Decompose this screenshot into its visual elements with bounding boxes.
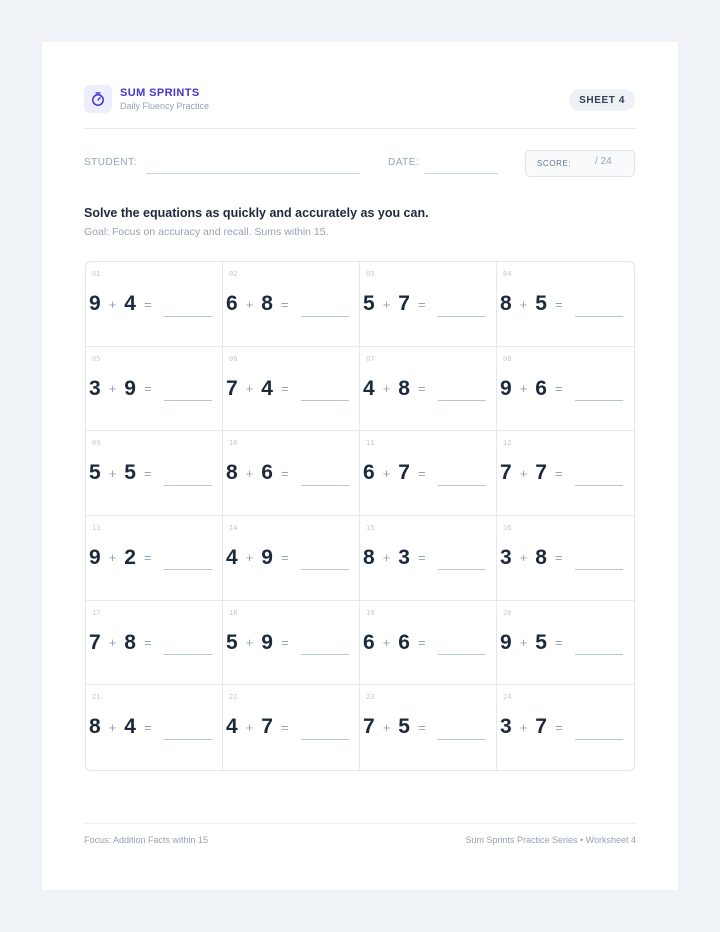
addend-b: 9	[261, 630, 273, 654]
addend-a: 9	[500, 376, 512, 400]
problem-cell	[360, 516, 497, 601]
problem-number: 09	[92, 439, 101, 448]
problem-cell	[223, 347, 360, 432]
addend-b: 7	[535, 461, 547, 485]
equals-sign: =	[280, 296, 289, 312]
equation	[500, 374, 623, 404]
addend-b: 5	[398, 715, 410, 739]
equation	[89, 458, 212, 488]
answer-blank[interactable]	[164, 485, 212, 486]
addend-b: 4	[124, 715, 136, 739]
footer-divider	[84, 823, 636, 824]
problem-cell	[86, 431, 223, 516]
date-label: DATE:	[388, 157, 420, 168]
plus-sign: +	[519, 635, 528, 651]
problem-cell	[223, 431, 360, 516]
addend-b: 9	[124, 376, 136, 400]
problem-cell	[86, 516, 223, 601]
equals-sign: =	[417, 296, 426, 312]
answer-blank[interactable]	[164, 739, 212, 740]
equation	[500, 712, 623, 742]
plus-sign: +	[108, 550, 117, 566]
equals-sign: =	[143, 550, 152, 566]
problem-number: 17	[92, 608, 101, 617]
answer-blank[interactable]	[575, 485, 623, 486]
addend-a: 9	[89, 545, 101, 569]
plus-sign: +	[108, 719, 117, 735]
equation	[226, 543, 349, 573]
plus-sign: +	[382, 296, 391, 312]
equation	[363, 628, 486, 658]
addend-b: 4	[124, 292, 136, 315]
problem-cell	[497, 431, 634, 516]
footer-focus: Focus: Addition Facts within 15	[84, 835, 209, 845]
addend-a: 7	[226, 376, 238, 400]
addend-a: 4	[226, 545, 238, 569]
equals-sign: =	[417, 635, 426, 651]
plus-sign: +	[108, 635, 117, 651]
problem-cell	[86, 262, 223, 347]
addend-a: 8	[226, 461, 238, 485]
equals-sign: =	[280, 550, 289, 566]
addend-b: 6	[261, 461, 273, 485]
addend-a: 5	[363, 292, 375, 315]
addend-a: 8	[89, 715, 101, 739]
problem-grid	[85, 261, 635, 771]
answer-blank[interactable]	[438, 569, 486, 570]
addend-a: 7	[500, 461, 512, 485]
equation	[363, 374, 486, 404]
plus-sign: +	[245, 465, 254, 481]
score-label: SCORE:	[537, 159, 572, 168]
plus-sign: +	[245, 635, 254, 651]
plus-sign: +	[245, 719, 254, 735]
goal-text: Goal: Focus on accuracy and recall. Sums within 15.	[84, 226, 329, 238]
addend-b: 7	[535, 715, 547, 739]
problem-number: 10	[229, 439, 238, 448]
student-name-field[interactable]	[146, 173, 360, 174]
answer-blank[interactable]	[575, 400, 623, 401]
problem-number: 07	[366, 354, 375, 363]
problem-cell	[360, 347, 497, 432]
addend-a: 6	[363, 461, 375, 485]
addend-a: 3	[500, 715, 512, 739]
equation	[500, 458, 623, 488]
equals-sign: =	[143, 719, 152, 735]
equals-sign: =	[554, 719, 563, 735]
problem-number: 20	[503, 608, 512, 617]
equals-sign: =	[417, 465, 426, 481]
plus-sign: +	[108, 296, 117, 312]
problem-number: 15	[366, 523, 375, 532]
addend-b: 8	[398, 376, 410, 400]
equals-sign: =	[143, 635, 152, 651]
problem-cell	[86, 347, 223, 432]
answer-blank[interactable]	[575, 739, 623, 740]
addend-b: 6	[535, 376, 547, 400]
equals-sign: =	[417, 719, 426, 735]
equation	[89, 628, 212, 658]
problem-cell	[223, 601, 360, 686]
addend-a: 3	[89, 376, 101, 400]
problem-cell	[223, 685, 360, 770]
equation	[363, 289, 486, 319]
addend-b: 8	[124, 630, 136, 654]
addend-b: 7	[398, 461, 410, 485]
equation	[89, 289, 212, 319]
problem-cell	[360, 431, 497, 516]
addend-b: 8	[535, 545, 547, 569]
problem-number: 22	[229, 693, 238, 702]
footer-series: Sum Sprints Practice Series • Worksheet 4	[465, 835, 636, 845]
addend-b: 7	[261, 715, 273, 739]
answer-blank[interactable]	[438, 316, 486, 317]
addend-a: 3	[500, 545, 512, 569]
addend-a: 6	[226, 292, 238, 315]
equals-sign: =	[143, 381, 152, 397]
addend-b: 2	[124, 545, 136, 569]
equation	[226, 374, 349, 404]
problem-cell	[360, 262, 497, 347]
problem-number: 19	[366, 608, 375, 617]
equation	[363, 543, 486, 573]
answer-blank[interactable]	[438, 400, 486, 401]
equation	[500, 628, 623, 658]
problem-cell	[497, 601, 634, 686]
answer-blank[interactable]	[575, 654, 623, 655]
answer-blank[interactable]	[575, 316, 623, 317]
equals-sign: =	[280, 465, 289, 481]
equation	[89, 712, 212, 742]
problem-cell	[497, 516, 634, 601]
equals-sign: =	[143, 296, 152, 312]
problem-cell	[86, 601, 223, 686]
plus-sign: +	[382, 719, 391, 735]
brand	[84, 85, 209, 113]
addend-b: 8	[261, 292, 273, 315]
problem-number: 16	[503, 523, 512, 532]
addend-b: 7	[398, 292, 410, 315]
equals-sign: =	[280, 381, 289, 397]
equation	[226, 289, 349, 319]
answer-blank[interactable]	[438, 739, 486, 740]
addend-a: 7	[89, 630, 101, 654]
plus-sign: +	[519, 465, 528, 481]
equation	[363, 458, 486, 488]
problem-number: 18	[229, 608, 238, 617]
equals-sign: =	[417, 550, 426, 566]
problem-number: 06	[229, 354, 238, 363]
problem-cell	[360, 601, 497, 686]
problem-cell	[360, 685, 497, 770]
addend-b: 6	[398, 630, 410, 654]
problem-cell	[497, 685, 634, 770]
problem-cell	[497, 262, 634, 347]
plus-sign: +	[382, 635, 391, 651]
addend-b: 5	[535, 292, 547, 315]
addend-a: 6	[363, 630, 375, 654]
problem-number: 04	[503, 270, 512, 278]
answer-blank[interactable]	[301, 316, 349, 317]
addend-a: 4	[226, 715, 238, 739]
addend-b: 3	[398, 545, 410, 569]
problem-number: 02	[229, 270, 238, 278]
equation	[226, 458, 349, 488]
addend-a: 9	[89, 292, 101, 315]
addend-a: 4	[363, 376, 375, 400]
equation	[226, 712, 349, 742]
equation	[500, 289, 623, 319]
addend-b: 9	[261, 545, 273, 569]
plus-sign: +	[245, 296, 254, 312]
equation	[363, 712, 486, 742]
addend-a: 8	[363, 545, 375, 569]
answer-blank[interactable]	[438, 485, 486, 486]
equals-sign: =	[280, 635, 289, 651]
addend-a: 5	[89, 461, 101, 485]
addend-b: 4	[261, 376, 273, 400]
brand-subtitle: Daily Fluency Practice	[120, 101, 210, 111]
equation	[89, 374, 212, 404]
answer-blank[interactable]	[301, 569, 349, 570]
answer-blank[interactable]	[301, 739, 349, 740]
problem-number: 11	[366, 439, 375, 448]
problem-number: 01	[92, 270, 101, 278]
problem-number: 14	[229, 523, 238, 532]
equation	[226, 628, 349, 658]
equals-sign: =	[554, 550, 563, 566]
plus-sign: +	[519, 550, 528, 566]
plus-sign: +	[108, 381, 117, 397]
equation	[500, 543, 623, 573]
brand-name: SUM SPRINTS	[120, 87, 200, 99]
problem-number: 13	[92, 523, 101, 532]
answer-blank[interactable]	[164, 654, 212, 655]
answer-blank[interactable]	[164, 569, 212, 570]
plus-sign: +	[245, 381, 254, 397]
addend-a: 5	[226, 630, 238, 654]
plus-sign: +	[519, 296, 528, 312]
plus-sign: +	[382, 550, 391, 566]
problem-number: 21	[92, 693, 101, 702]
equals-sign: =	[143, 465, 152, 481]
instructions: Solve the equations as quickly and accurately as you can.	[84, 206, 429, 220]
equals-sign: =	[554, 635, 563, 651]
equals-sign: =	[554, 465, 563, 481]
addend-a: 8	[500, 292, 512, 315]
problem-cell	[497, 347, 634, 432]
plus-sign: +	[519, 719, 528, 735]
sheet-badge: SHEET 4	[569, 89, 635, 111]
addend-b: 5	[535, 630, 547, 654]
plus-sign: +	[245, 550, 254, 566]
equals-sign: =	[554, 296, 563, 312]
problem-number: 03	[366, 270, 375, 278]
score-total: / 24	[595, 156, 612, 167]
equals-sign: =	[554, 381, 563, 397]
problem-number: 08	[503, 354, 512, 363]
problem-number: 12	[503, 439, 512, 448]
score-box[interactable]	[525, 150, 635, 177]
answer-blank[interactable]	[164, 400, 212, 401]
plus-sign: +	[108, 465, 117, 481]
worksheet-page	[42, 42, 678, 890]
answer-blank[interactable]	[438, 654, 486, 655]
problem-number: 05	[92, 354, 101, 363]
plus-sign: +	[519, 381, 528, 397]
date-field[interactable]	[425, 173, 498, 174]
addend-b: 5	[124, 461, 136, 485]
answer-blank[interactable]	[164, 316, 212, 317]
problem-cell	[223, 262, 360, 347]
equals-sign: =	[280, 719, 289, 735]
header-divider	[84, 128, 636, 129]
problem-number: 24	[503, 693, 512, 702]
answer-blank[interactable]	[301, 485, 349, 486]
plus-sign: +	[382, 381, 391, 397]
student-label: STUDENT:	[84, 157, 137, 168]
problem-number: 23	[366, 693, 375, 702]
problem-cell	[86, 685, 223, 770]
equals-sign: =	[417, 381, 426, 397]
addend-a: 7	[363, 715, 375, 739]
answer-blank[interactable]	[301, 400, 349, 401]
answer-blank[interactable]	[301, 654, 349, 655]
addend-a: 9	[500, 630, 512, 654]
answer-blank[interactable]	[575, 569, 623, 570]
stopwatch-icon	[84, 85, 112, 113]
problem-cell	[223, 516, 360, 601]
equation	[89, 543, 212, 573]
plus-sign: +	[382, 465, 391, 481]
